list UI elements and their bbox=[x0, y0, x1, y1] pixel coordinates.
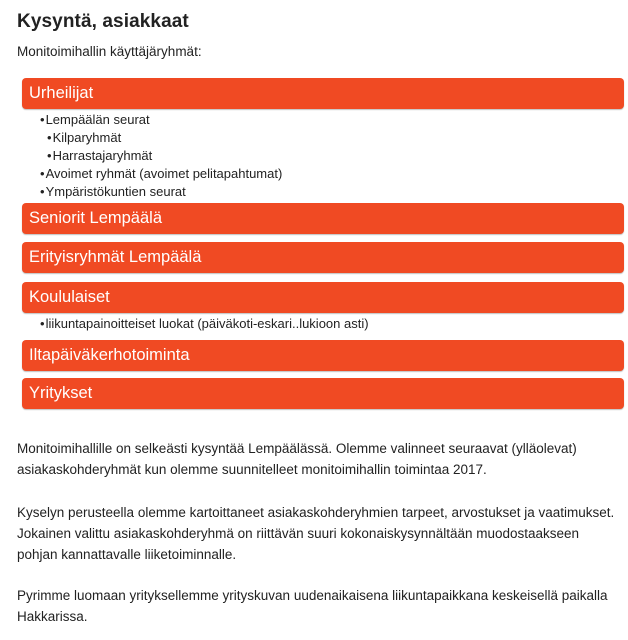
list-item: • Avoimet ryhmät (avoimet pelitapahtumat) bbox=[40, 166, 282, 182]
group-bar-yritykset: Yritykset bbox=[22, 378, 624, 409]
paragraph-2: Kyselyn perusteella olemme kartoittaneet asiakaskohderyhmien tarpeet, arvostukset ja vaatimukset. Jokainen valittu asiakaskohderyhmä on riittävän suuri kokonaiskysynnältään muodostaakseen pohjan kannattavalle liiketoiminnalle. bbox=[17, 505, 615, 562]
paragraph-1: Monitoimihallille on selkeästi kysyntää Lempäälässä. Olemme valinneet seuraavat (ylläolevat) asiakaskohderyhmät kun olemme suunnitelleet monitoimihallin toimintaa 2017. bbox=[17, 441, 577, 477]
group-bar-koululaiset: Koululaiset bbox=[22, 282, 624, 313]
list-item: • liikuntapainoitteiset luokat (päiväkoti-eskari..lukioon asti) bbox=[40, 316, 369, 332]
page-subtitle: Monitoimihallin käyttäjäryhmät: bbox=[17, 44, 202, 59]
list-item: • Lempäälän seurat bbox=[40, 112, 150, 128]
group-bar-urheilijat: Urheilijat bbox=[22, 78, 624, 109]
page-title: Kysyntä, asiakkaat bbox=[17, 11, 189, 32]
paragraph-3: Pyrimme luomaan yrityksellemme yrityskuvan uudenaikaisena liikuntapaikkana keskeisellä paikalla Hakkarissa. bbox=[17, 588, 608, 624]
list-item: • Ympäristökuntien seurat bbox=[40, 184, 186, 200]
group-bar-erityisryhmat: Erityisryhmät Lempäälä bbox=[22, 242, 624, 273]
group-bar-seniorit: Seniorit Lempäälä bbox=[22, 203, 624, 234]
list-item: • Harrastajaryhmät bbox=[47, 148, 152, 164]
list-item: • Kilparyhmät bbox=[47, 130, 121, 146]
group-bar-iltapaivakerho: Iltapäiväkerhotoiminta bbox=[22, 340, 624, 371]
